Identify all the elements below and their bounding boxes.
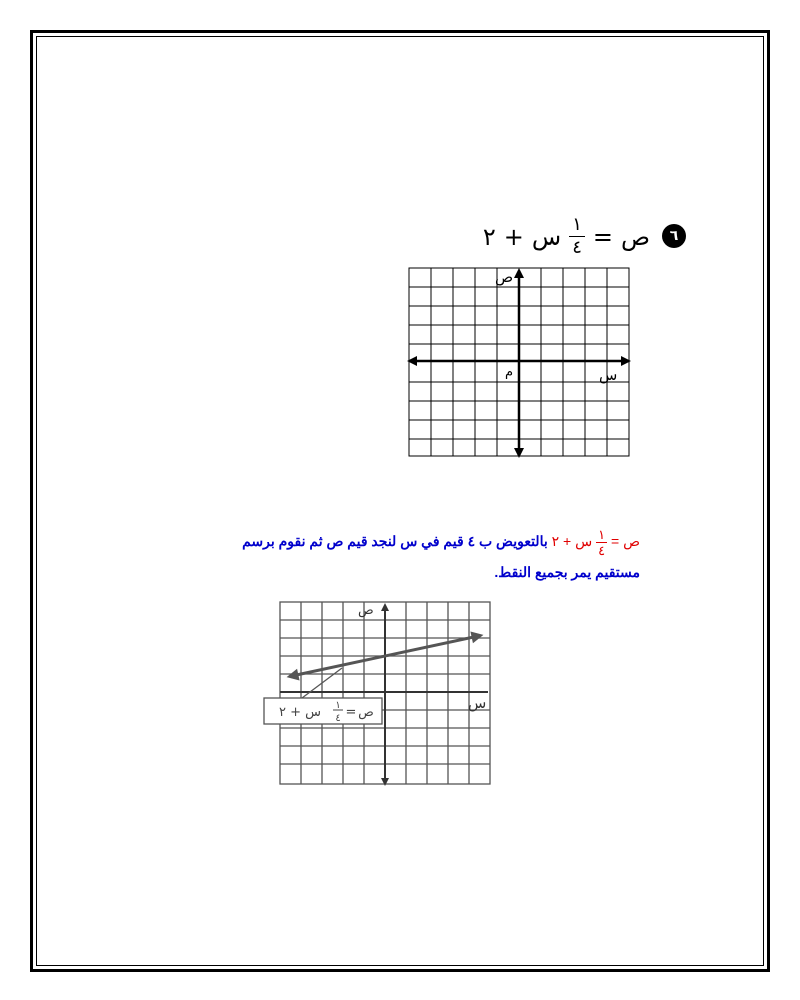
eq-frac-num: ١ bbox=[569, 216, 585, 237]
grid1-y-arrow-up bbox=[514, 268, 524, 278]
problem-equation bbox=[483, 216, 650, 257]
grid1-y-label: ص bbox=[495, 268, 514, 286]
eq-plus: + bbox=[503, 222, 524, 251]
line-label-eq: = bbox=[345, 705, 357, 720]
blank-grid bbox=[405, 264, 633, 460]
grid1-origin-label: م bbox=[505, 365, 514, 380]
page-border-inner bbox=[36, 36, 764, 966]
explanation-eq-equals: = bbox=[610, 533, 620, 549]
explanation-frac-den: ٤ bbox=[598, 542, 606, 558]
grid1-x-label: س bbox=[599, 366, 618, 384]
line-label-lhs: ص bbox=[358, 705, 374, 720]
eq-equals: = bbox=[592, 222, 613, 251]
problem-number: ٦ bbox=[669, 228, 679, 244]
grid2-y-label: ص bbox=[358, 603, 374, 618]
explanation-frac-num: ١ bbox=[598, 526, 606, 542]
line-label-rest: س + ٢ bbox=[278, 705, 322, 720]
line-equation-label bbox=[264, 698, 382, 724]
problem-header bbox=[440, 212, 690, 260]
eq-fraction bbox=[569, 216, 585, 257]
problem-number-badge bbox=[662, 224, 686, 248]
grid2-y-arrow-down bbox=[381, 778, 389, 786]
line-label-num: ١ bbox=[335, 700, 341, 711]
grid2-x-label: س bbox=[468, 694, 487, 712]
explanation-text-line1: بالتعويض ب ٤ قيم في س لنجد قيم ص ثم نقوم برسم bbox=[242, 533, 548, 549]
eq-frac-den: ٤ bbox=[572, 237, 582, 258]
grid2-y-arrow-up bbox=[381, 603, 389, 611]
explanation-text bbox=[130, 526, 640, 587]
explanation-eq-lhs: ص bbox=[623, 533, 640, 549]
explanation-line-1 bbox=[130, 526, 640, 557]
eq-var-x: س bbox=[531, 222, 562, 251]
eq-constant: ٢ bbox=[482, 222, 496, 251]
explanation-eq-fraction bbox=[596, 528, 607, 557]
solution-graph bbox=[262, 598, 496, 792]
eq-lhs: ص bbox=[620, 222, 650, 251]
explanation-line-2: مستقيم يمر بجميع النقط. bbox=[494, 563, 640, 580]
line-label-den: ٤ bbox=[335, 713, 341, 724]
explanation-eq-rest: س + ٢ bbox=[551, 533, 593, 549]
